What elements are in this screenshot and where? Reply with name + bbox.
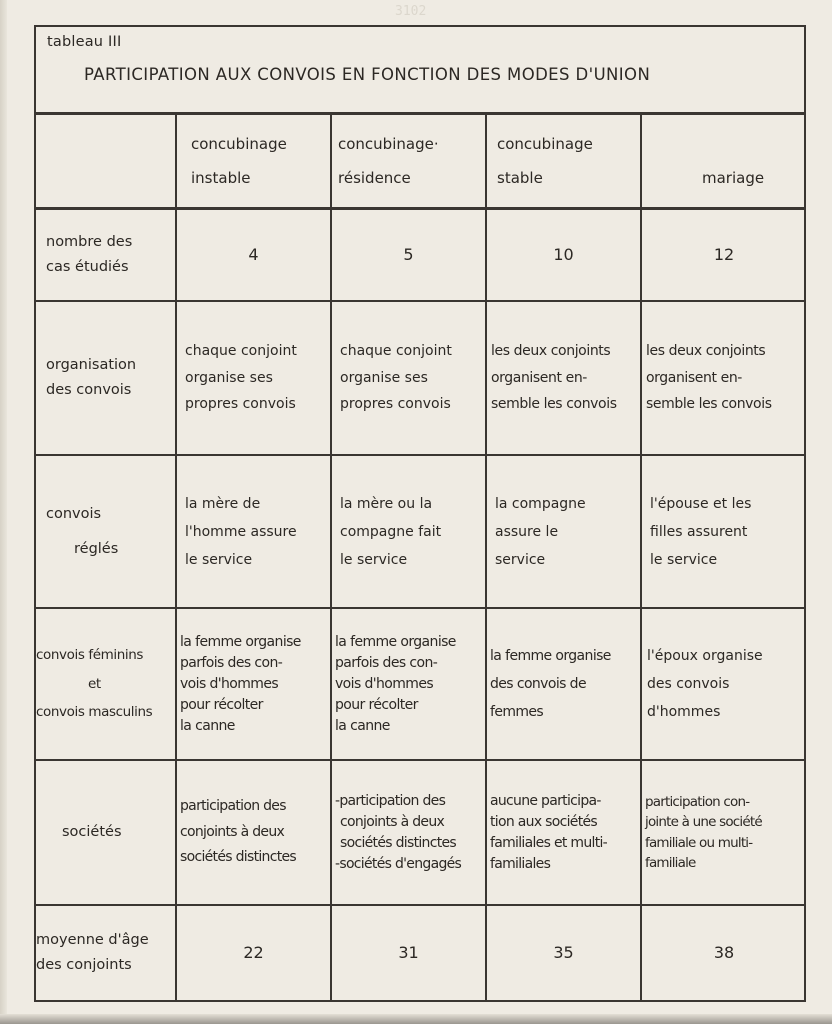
cell-line: vois d'hommes — [335, 675, 434, 692]
column-header-line: concubinage — [191, 134, 287, 153]
cell-value: 5 — [403, 244, 414, 264]
title-block — [36, 27, 804, 115]
cell-societes-instable — [177, 761, 330, 904]
page-number: 3102 — [395, 4, 427, 19]
row-label-organisation — [36, 302, 175, 454]
cell-line: filles assurent — [650, 523, 748, 540]
cell-line: assure le — [495, 523, 559, 540]
cell-line: semble les convois — [491, 396, 617, 413]
cell-line: femmes — [490, 704, 544, 720]
row-label-line: des convois — [46, 382, 132, 398]
cell-line: -participation des — [335, 792, 446, 809]
row-label-feminins-masculins — [36, 609, 175, 759]
cell-line: la compagne — [495, 495, 586, 512]
row-label-line: moyenne d'âge — [36, 931, 149, 948]
cell-line: familiales — [490, 855, 551, 872]
cell-line: la mère ou la — [340, 495, 433, 512]
row-label-line: convois — [46, 505, 102, 522]
column-header-line — [702, 127, 806, 162]
row-label-moyenne-age — [36, 906, 175, 1000]
row-label-convois-regles — [36, 456, 175, 607]
cell-nombre-residence — [332, 210, 485, 300]
column-header-line: résidence — [338, 169, 411, 187]
data-table — [36, 113, 804, 1002]
cell-regles-mariage — [642, 456, 806, 607]
cell-line: chaque conjoint — [185, 343, 297, 360]
column-header-line: concubinage· — [338, 134, 439, 153]
cell-regles-stable — [487, 456, 640, 607]
cell-line: d'hommes — [647, 704, 721, 720]
cell-line: pour récolter — [180, 696, 263, 713]
row-label-societes — [36, 761, 175, 904]
cell-line: la femme organise — [490, 648, 611, 664]
cell-line: des convois de — [490, 676, 586, 692]
cell-line: des convois — [647, 676, 730, 692]
cell-value: 22 — [243, 942, 264, 962]
cell-nombre-mariage — [642, 210, 806, 300]
cell-value: 31 — [398, 942, 419, 962]
table-label: tableau III — [47, 34, 122, 50]
cell-age-stable — [487, 906, 640, 1000]
column-header-mariage — [642, 115, 806, 207]
cell-organisation-instable — [177, 302, 330, 454]
cell-value: 38 — [713, 942, 735, 962]
cell-line: tion aux sociétés — [490, 813, 598, 830]
cell-line: parfois des con- — [335, 654, 438, 671]
row-label-line: sociétés — [62, 823, 122, 840]
cell-line: organisent en- — [491, 369, 587, 386]
cell-line: familiale ou multi- — [645, 834, 753, 851]
table-title: PARTICIPATION AUX CONVOIS EN FONCTION DES MODES D'UNION — [84, 65, 651, 84]
cell-line: parfois des con- — [180, 654, 283, 671]
cell-societes-residence — [332, 761, 485, 904]
cell-value: 4 — [248, 244, 259, 264]
row-label-line: cas étudiés — [46, 259, 129, 275]
cell-line: chaque conjoint — [340, 343, 452, 360]
cell-line: semble les convois — [646, 396, 772, 413]
column-header-line: stable — [497, 169, 543, 187]
cell-feminins-residence — [332, 609, 485, 759]
row-label-line: réglés — [74, 540, 119, 557]
cell-feminins-stable — [487, 609, 640, 759]
table-frame — [34, 25, 806, 1002]
row-label-line: des conjoints — [36, 957, 132, 973]
column-header-concubinage-instable — [177, 115, 330, 207]
cell-age-mariage — [642, 906, 806, 1000]
cell-line: -sociétés d'engagés — [335, 855, 462, 872]
row-label-nombre-des-cas — [36, 210, 175, 300]
cell-regles-instable — [177, 456, 330, 607]
cell-feminins-mariage — [642, 609, 806, 759]
cell-value: 35 — [553, 942, 574, 962]
cell-line: organise ses — [340, 369, 428, 386]
cell-line: familiale — [645, 854, 696, 871]
cell-line: la mère de — [185, 495, 261, 512]
cell-line: le service — [340, 551, 408, 568]
cell-line: sociétés distinctes — [340, 834, 457, 851]
row-label-line: convois masculins — [36, 704, 153, 721]
cell-line: l'épouse et les — [650, 495, 752, 512]
cell-line: la femme organise — [180, 633, 301, 650]
cell-line: les deux conjoints — [491, 343, 611, 360]
cell-line: participation con- — [645, 794, 750, 810]
cell-nombre-instable — [177, 210, 330, 300]
cell-organisation-residence — [332, 302, 485, 454]
cell-line: participation des — [180, 797, 286, 814]
cell-line: sociétés distinctes — [180, 849, 297, 866]
cell-feminins-instable — [177, 609, 330, 759]
cell-societes-mariage — [642, 761, 806, 904]
row-label-line: et — [88, 675, 101, 692]
column-header-line: mariage — [702, 169, 765, 187]
page-edge — [0, 0, 7, 1024]
cell-line: organise ses — [185, 369, 273, 386]
column-header-concubinage-residence — [332, 115, 485, 207]
row-label-line: nombre des — [46, 233, 133, 250]
cell-line: la canne — [180, 717, 235, 734]
cell-line: propres convois — [340, 396, 451, 413]
cell-line: conjoints à deux — [180, 823, 285, 840]
cell-value: 12 — [713, 244, 735, 264]
row-label-line: convois féminins — [36, 647, 144, 664]
cell-line: l'époux organise — [647, 648, 763, 664]
cell-age-instable — [177, 906, 330, 1000]
cell-line: le service — [650, 551, 718, 568]
cell-organisation-stable — [487, 302, 640, 454]
cell-line: l'homme assure — [185, 523, 297, 540]
cell-line: vois d'hommes — [180, 675, 279, 692]
cell-value: 10 — [553, 244, 574, 264]
cell-line: la canne — [335, 717, 390, 734]
cell-line: service — [495, 551, 546, 568]
cell-line: pour récolter — [335, 696, 418, 713]
cell-regles-residence — [332, 456, 485, 607]
cell-line: familiales et multi- — [490, 834, 608, 851]
cell-line: le service — [185, 551, 253, 568]
cell-line: les deux conjoints — [646, 343, 766, 360]
cell-line: propres convois — [185, 396, 296, 413]
column-header-concubinage-stable — [487, 115, 640, 207]
cell-line: jointe à une société — [645, 814, 762, 831]
cell-organisation-mariage — [642, 302, 806, 454]
cell-line: aucune participa- — [490, 792, 601, 809]
cell-line: conjoints à deux — [340, 813, 445, 830]
cell-line: compagne fait — [340, 523, 442, 540]
cell-nombre-stable — [487, 210, 640, 300]
column-header-line: concubinage — [497, 134, 593, 153]
cell-age-residence — [332, 906, 485, 1000]
column-header-line: instable — [191, 169, 251, 187]
cell-line: organisent en- — [646, 369, 742, 386]
cell-line: la femme organise — [335, 633, 456, 650]
row-label-line: organisation — [46, 356, 137, 373]
cell-societes-stable — [487, 761, 640, 904]
page-bottom-edge — [0, 1014, 832, 1024]
